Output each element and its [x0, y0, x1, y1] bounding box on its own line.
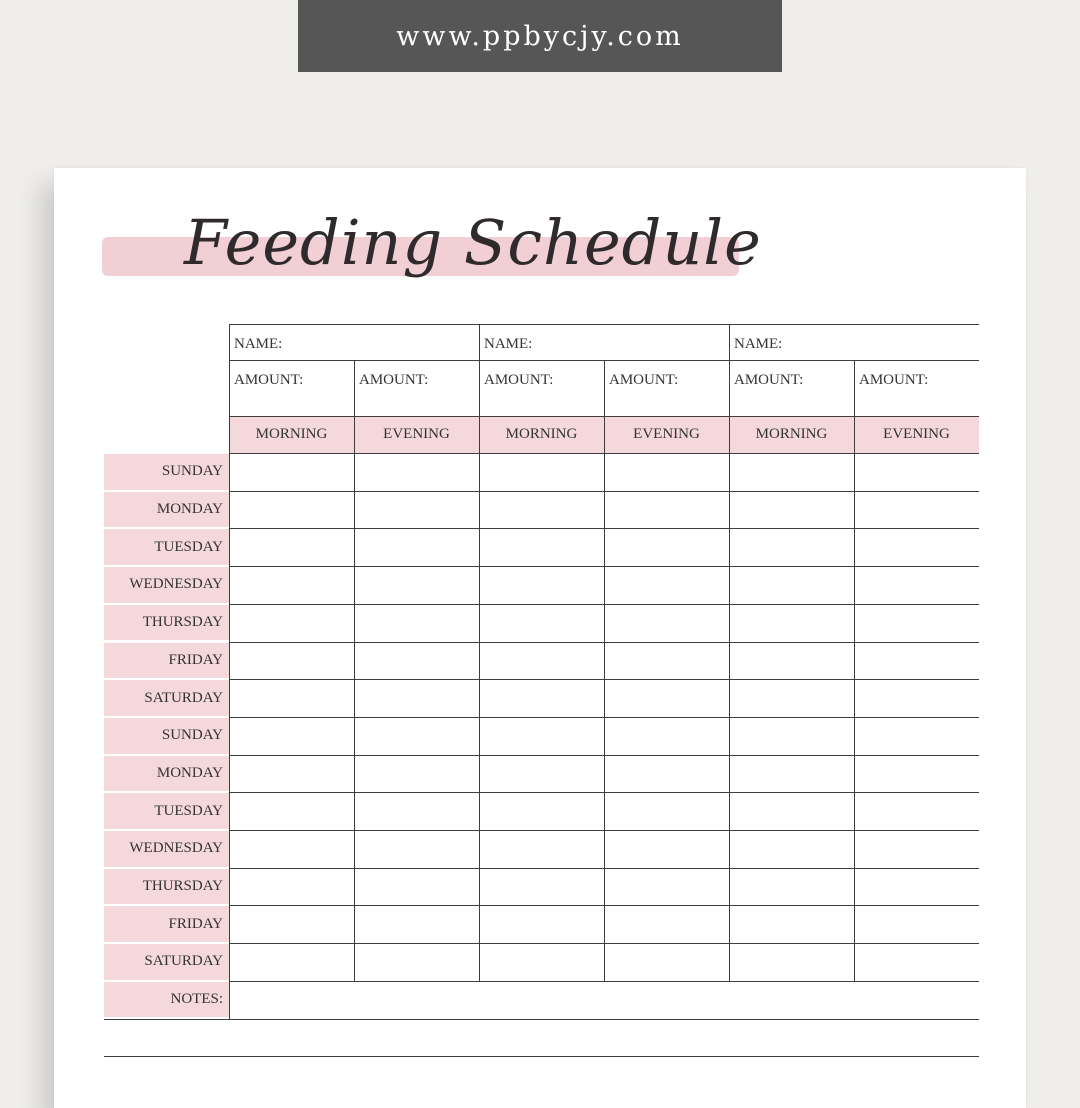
- day-label: THURSDAY: [104, 605, 229, 641]
- table-rule: [229, 324, 979, 325]
- table-rule-vertical: [854, 360, 855, 981]
- amount-field: AMOUNT:: [734, 372, 804, 388]
- amount-field: AMOUNT:: [609, 372, 679, 388]
- notes-rule: [104, 1019, 979, 1020]
- table-rule-vertical: [604, 360, 605, 981]
- name-field: NAME:: [734, 336, 783, 352]
- morning-header: MORNING: [729, 416, 854, 453]
- amount-field: AMOUNT:: [484, 372, 554, 388]
- notes-label: NOTES:: [104, 982, 229, 1018]
- day-label: SUNDAY: [104, 454, 229, 490]
- day-label: TUESDAY: [104, 793, 229, 829]
- website-url: www.ppbycjy.com: [396, 20, 684, 52]
- day-label: WEDNESDAY: [104, 831, 229, 867]
- morning-header: MORNING: [479, 416, 604, 453]
- name-field: NAME:: [484, 336, 533, 352]
- table-rule: [229, 981, 979, 982]
- amount-field: AMOUNT:: [359, 372, 429, 388]
- day-label: THURSDAY: [104, 869, 229, 905]
- day-label: TUESDAY: [104, 529, 229, 565]
- day-label: WEDNESDAY: [104, 567, 229, 603]
- day-label: FRIDAY: [104, 643, 229, 679]
- day-label: FRIDAY: [104, 906, 229, 942]
- table-rule-vertical: [479, 324, 480, 981]
- evening-header: EVENING: [604, 416, 729, 453]
- day-label: MONDAY: [104, 492, 229, 528]
- notes-rule: [104, 1056, 979, 1057]
- table-rule-vertical: [229, 324, 230, 1019]
- evening-header: EVENING: [354, 416, 479, 453]
- name-field: NAME:: [234, 336, 283, 352]
- day-label: SUNDAY: [104, 718, 229, 754]
- amount-field: AMOUNT:: [234, 372, 304, 388]
- day-label: MONDAY: [104, 756, 229, 792]
- day-label: SATURDAY: [104, 944, 229, 980]
- table-rule-vertical: [354, 360, 355, 981]
- morning-header: MORNING: [229, 416, 354, 453]
- website-banner: [298, 0, 782, 72]
- table-rule-vertical: [729, 324, 730, 981]
- page-title: Feeding Schedule: [184, 206, 762, 279]
- amount-field: AMOUNT:: [859, 372, 929, 388]
- evening-header: EVENING: [854, 416, 979, 453]
- day-label: SATURDAY: [104, 680, 229, 716]
